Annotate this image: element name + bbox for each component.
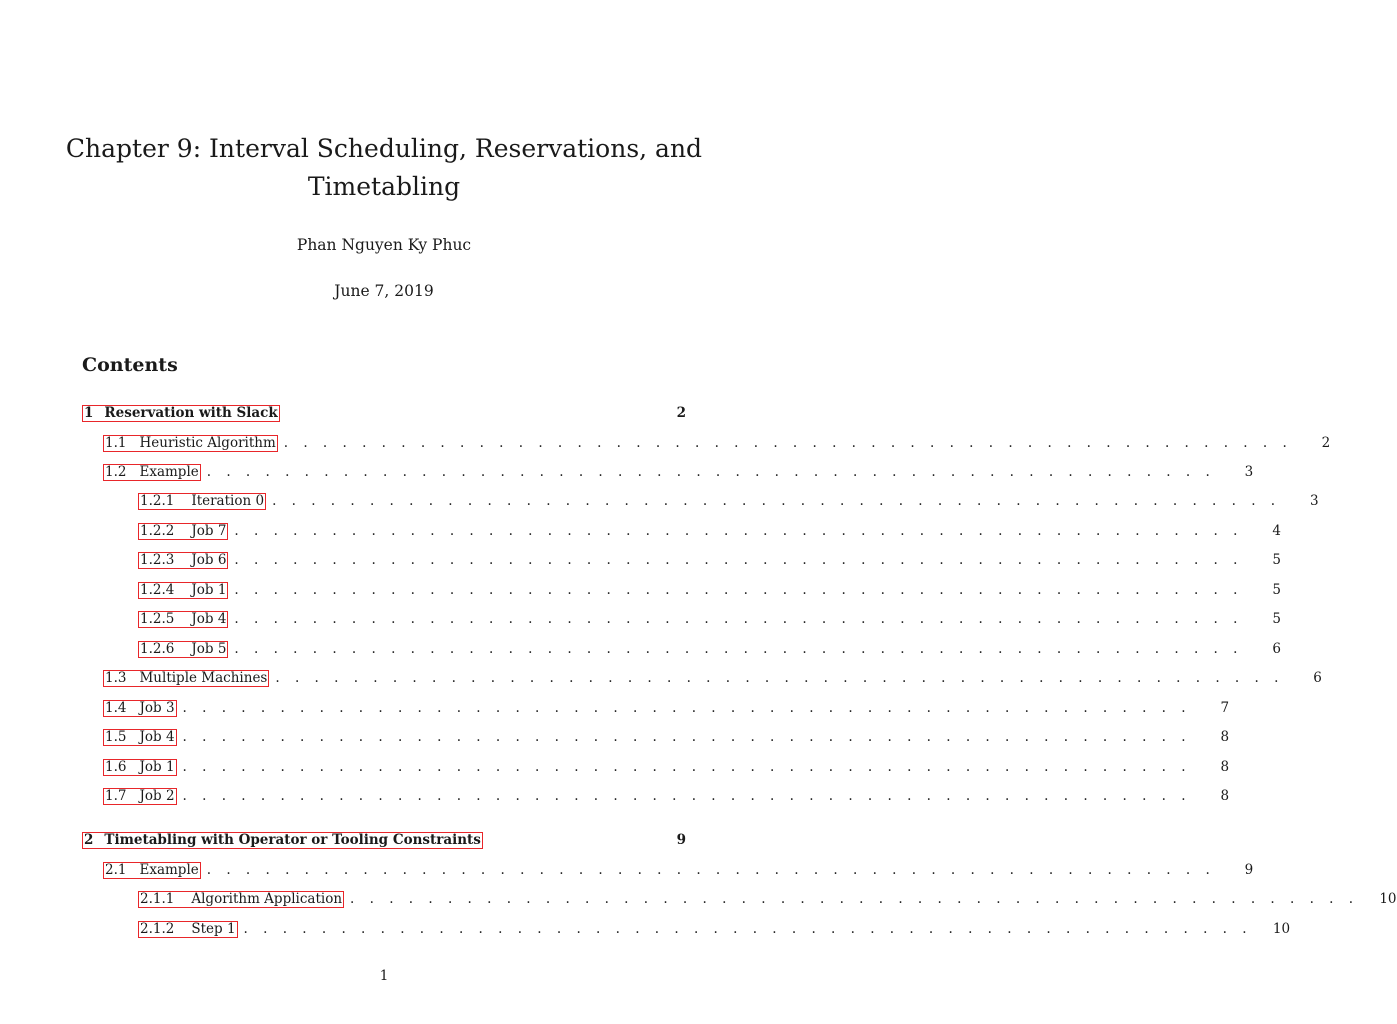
toc-link-subsection-1-7[interactable]: 1.7 Job 2 xyxy=(105,787,175,804)
toc-page-number: 9 xyxy=(676,832,686,848)
toc-subsection-1-4 xyxy=(103,698,1230,718)
toc-page-number: 2 xyxy=(676,405,686,421)
toc-page-number: 2 xyxy=(1321,435,1331,451)
toc-subsubsection-1-2-6 xyxy=(138,639,1281,659)
toc-section-1 xyxy=(82,403,686,423)
toc-page-number: 6 xyxy=(1272,641,1281,657)
toc-link-subsubsection-2-1-1[interactable]: 2.1.1 Algorithm Application xyxy=(140,890,343,907)
toc-subsection-1-2 xyxy=(103,462,1254,482)
toc-leader-dots: . . . . . . . . . . . . . . . . . . . . . . . . . . . . . . . . . . . . . . . . . . . . . . . . . . . . xyxy=(206,464,1216,480)
toc-leader-dots: . . . . . . . . . . . . . . . . . . . . . . . . . . . . . . . . . . . . . . . . . . . . . . . . . . . . xyxy=(182,700,1192,716)
toc-link-subsubsection-1-2-2[interactable]: 1.2.2 Job 7 xyxy=(140,522,227,539)
toc-link-subsubsection-1-2-1[interactable]: 1.2.1 Iteration 0 xyxy=(140,492,265,509)
toc-leader-dots: . . . . . . . . . . . . . . . . . . . . . . . . . . . . . . . . . . . . . . . . . . . . . . . . . . . . xyxy=(234,552,1243,568)
toc-link-subsection-1-3[interactable]: 1.3 Multiple Machines xyxy=(105,669,268,686)
toc-page-number: 10 xyxy=(1272,921,1291,937)
toc-leader-dots: . . . . . . . . . . . . . . . . . . . . . . . . . . . . . . . . . . . . . . . . . . . . . . . . . . . . xyxy=(234,523,1243,539)
toc-leader-dots: . . . . . . . . . . . . . . . . . . . . . . . . . . . . . . . . . . . . . . . . . . . . . . . . . . . . xyxy=(283,435,1293,451)
toc-link-subsubsection-1-2-3[interactable]: 1.2.3 Job 6 xyxy=(140,551,227,568)
toc-leader-dots: . . . . . . . . . . . . . . . . . . . . . . . . . . . . . . . . . . . . . . . . . . . . . . . . . . . . xyxy=(182,788,1192,804)
toc-link-subsection-1-4[interactable]: 1.4 Job 3 xyxy=(105,699,175,716)
toc-subsubsection-1-2-1 xyxy=(138,491,1319,511)
toc-subsection-1-3 xyxy=(103,668,1322,688)
toc-page-number: 10 xyxy=(1379,891,1397,907)
toc-subsection-1-7 xyxy=(103,786,1230,806)
toc-page-number: 4 xyxy=(1272,523,1281,539)
toc-leader-dots: . . . . . . . . . . . . . . . . . . . . . . . . . . . . . . . . . . . . . . . . . . . . . . . . . . . . xyxy=(234,611,1243,627)
toc-page-number: 9 xyxy=(1244,862,1254,878)
toc-link-subsubsection-2-1-2[interactable]: 2.1.2 Step 1 xyxy=(140,920,236,937)
contents-heading: Contents xyxy=(82,354,178,376)
toc-link-section-2[interactable]: 2 Timetabling with Operator or Tooling Constraints xyxy=(84,831,481,848)
toc-link-subsubsection-1-2-4[interactable]: 1.2.4 Job 1 xyxy=(140,581,227,598)
toc-subsubsection-1-2-3 xyxy=(138,550,1281,570)
toc-subsection-2-1 xyxy=(103,860,1254,880)
toc-subsection-1-1 xyxy=(103,433,1331,453)
toc-subsection-1-5 xyxy=(103,727,1230,747)
toc-leader-dots: . . . . . . . . . . . . . . . . . . . . . . . . . . . . . . . . . . . . . . . . . . . . . . . . . . . . xyxy=(275,670,1284,686)
toc-page-number: 8 xyxy=(1220,729,1230,745)
toc-leader-dots: . . . . . . . . . . . . . . . . . . . . . . . . . . . . . . . . . . . . . . . . . . . . . . . . . . . . xyxy=(234,641,1243,657)
toc-section-2 xyxy=(82,830,686,850)
toc-leader-dots: . . . . . . . . . . . . . . . . . . . . . . . . . . . . . . . . . . . . . . . . . . . . . . . . . . . . xyxy=(206,862,1216,878)
author-name: Phan Nguyen Ky Phuc xyxy=(296,236,472,254)
toc-page-number: 5 xyxy=(1272,582,1281,598)
toc-link-subsubsection-1-2-5[interactable]: 1.2.5 Job 4 xyxy=(140,610,227,627)
toc-page-number: 8 xyxy=(1220,759,1230,775)
toc-subsubsection-1-2-4 xyxy=(138,580,1281,600)
toc-link-section-1[interactable]: 1 Reservation with Slack xyxy=(84,404,278,421)
page-number: 1 xyxy=(379,968,389,984)
toc-page-number: 6 xyxy=(1313,670,1322,686)
toc-link-subsection-1-6[interactable]: 1.6 Job 1 xyxy=(105,758,175,775)
title-line-2: Timetabling xyxy=(307,172,461,201)
toc-page-number: 8 xyxy=(1220,788,1230,804)
toc-page-number: 3 xyxy=(1309,493,1319,509)
toc-link-subsection-2-1[interactable]: 2.1 Example xyxy=(105,861,199,878)
toc-link-subsection-1-1[interactable]: 1.1 Heuristic Algorithm xyxy=(105,434,276,451)
toc-leader-dots: . . . . . . . . . . . . . . . . . . . . . . . . . . . . . . . . . . . . . . . . . . . . . . . . . . . . xyxy=(234,582,1243,598)
document-title xyxy=(0,130,768,206)
toc-leader-dots: . . . . . . . . . . . . . . . . . . . . . . . . . . . . . . . . . . . . . . . . . . . . . . . . . . . . xyxy=(243,921,1253,937)
toc-page-number: 5 xyxy=(1272,552,1281,568)
toc-link-subsubsection-1-2-6[interactable]: 1.2.6 Job 5 xyxy=(140,640,227,657)
toc-page-number: 3 xyxy=(1244,464,1254,480)
toc-page-number: 7 xyxy=(1220,700,1230,716)
toc-subsubsection-1-2-2 xyxy=(138,521,1281,541)
toc-page-number: 5 xyxy=(1272,611,1281,627)
toc-link-subsection-1-2[interactable]: 1.2 Example xyxy=(105,463,199,480)
toc-leader-dots: . . . . . . . . . . . . . . . . . . . . . . . . . . . . . . . . . . . . . . . . . . . . . . . . . . . . xyxy=(182,729,1192,745)
toc-leader-dots: . . . . . . . . . . . . . . . . . . . . . . . . . . . . . . . . . . . . . . . . . . . . . . . . . . . . xyxy=(350,891,1359,907)
toc-subsubsection-1-2-5 xyxy=(138,609,1281,629)
toc-leader-dots: . . . . . . . . . . . . . . . . . . . . . . . . . . . . . . . . . . . . . . . . . . . . . . . . . . . . xyxy=(272,493,1281,509)
toc-link-subsection-1-5[interactable]: 1.5 Job 4 xyxy=(105,728,175,745)
toc-leader-dots: . . . . . . . . . . . . . . . . . . . . . . . . . . . . . . . . . . . . . . . . . . . . . . . . . . . . xyxy=(182,759,1192,775)
toc-subsubsection-2-1-2 xyxy=(138,919,1291,939)
document-date: June 7, 2019 xyxy=(334,282,434,300)
toc-subsection-1-6 xyxy=(103,757,1230,777)
title-line-1: Chapter 9: Interval Scheduling, Reservations, and xyxy=(65,134,703,163)
toc-subsubsection-2-1-1 xyxy=(138,889,1397,909)
